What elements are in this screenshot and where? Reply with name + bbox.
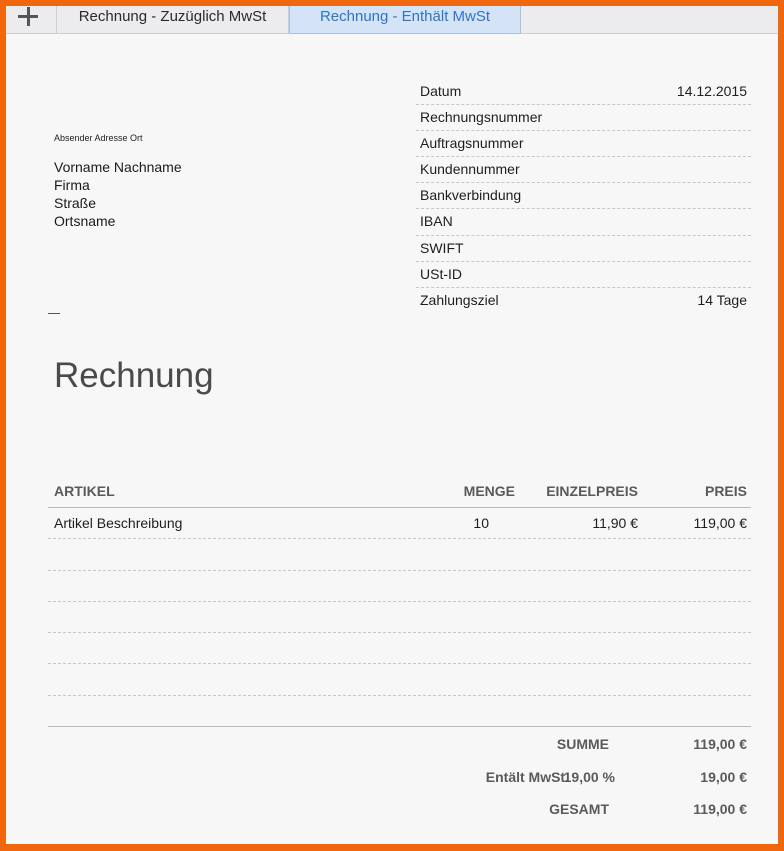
table-row[interactable]	[48, 508, 751, 539]
meta-row-zahlungsziel[interactable]	[416, 288, 751, 314]
meta-row-datum[interactable]	[416, 79, 751, 105]
totals-section	[48, 728, 751, 826]
recipient-name[interactable]: Vorname Nachname	[54, 159, 182, 175]
invoice-meta-table	[416, 79, 751, 314]
total-row	[48, 793, 751, 826]
recipient-address	[54, 158, 182, 230]
total-value: 119,00 €	[693, 801, 747, 817]
vat-label: Entält MwSt.	[485, 768, 569, 785]
tab-zuzueglich-mwst[interactable]: Rechnung - Zuzüglich MwSt	[57, 6, 289, 34]
meta-row-bankverbindung[interactable]	[416, 183, 751, 209]
cell-article[interactable]: Artikel Beschreibung	[54, 515, 183, 531]
recipient-street[interactable]: Straße	[54, 195, 97, 211]
document-title[interactable]: Rechnung	[54, 356, 214, 395]
sum-label: SUMME	[556, 736, 609, 752]
vat-rate[interactable]: 19,00 %	[563, 768, 615, 785]
cell-unit-price[interactable]: 11,90 €	[592, 515, 638, 531]
cell-price: 119,00 €	[693, 515, 747, 531]
recipient-company[interactable]: Firma	[54, 177, 90, 193]
header-quantity: MENGE	[463, 483, 515, 499]
meta-value[interactable]: 14 Tage	[697, 291, 747, 308]
tab-bar	[6, 6, 778, 34]
cell-quantity[interactable]: 10	[473, 515, 489, 531]
table-header	[48, 478, 751, 508]
table-row[interactable]	[48, 664, 751, 695]
meta-label: Zahlungsziel	[420, 291, 499, 308]
meta-label: Bankverbindung	[420, 187, 522, 204]
meta-label: Kundennummer	[420, 161, 520, 178]
line-items-table	[48, 478, 751, 727]
table-row[interactable]	[48, 602, 751, 633]
meta-label: IBAN	[420, 213, 453, 230]
meta-row-kundennummer[interactable]	[416, 157, 751, 183]
app-window	[6, 6, 778, 844]
meta-label: SWIFT	[420, 239, 464, 256]
meta-label: Datum	[420, 83, 462, 99]
meta-label: Rechnungsnummer	[420, 109, 543, 126]
meta-label: Auftragsnummer	[420, 135, 524, 152]
sum-value: 119,00 €	[693, 736, 747, 752]
table-row[interactable]	[48, 539, 751, 570]
meta-row-ust-id[interactable]	[416, 262, 751, 288]
sender-address-line[interactable]: Absender Adresse Ort	[54, 133, 143, 143]
vat-value: 19,00 €	[700, 768, 747, 785]
table-row[interactable]	[48, 571, 751, 602]
recipient-city[interactable]: Ortsname	[54, 213, 116, 229]
table-row[interactable]	[48, 633, 751, 664]
header-article: ARTIKEL	[54, 483, 115, 499]
total-label: GESAMT	[549, 801, 609, 817]
meta-label: USt-ID	[420, 265, 462, 282]
meta-row-rechnungsnummer[interactable]	[416, 105, 751, 131]
add-tab-button[interactable]	[6, 6, 57, 34]
table-end-divider	[48, 726, 751, 727]
tab-enthaelt-mwst[interactable]: Rechnung - Enthält MwSt	[289, 6, 521, 34]
meta-row-auftragsnummer[interactable]	[416, 131, 751, 157]
header-price: PREIS	[704, 483, 747, 499]
header-unit-price: EINZELPREIS	[546, 483, 638, 499]
vat-row	[48, 761, 751, 794]
fold-mark	[48, 313, 60, 314]
meta-row-swift[interactable]	[416, 236, 751, 262]
sum-row	[48, 728, 751, 761]
meta-value[interactable]: 14.12.2015	[676, 83, 747, 99]
meta-row-iban[interactable]	[416, 209, 751, 235]
